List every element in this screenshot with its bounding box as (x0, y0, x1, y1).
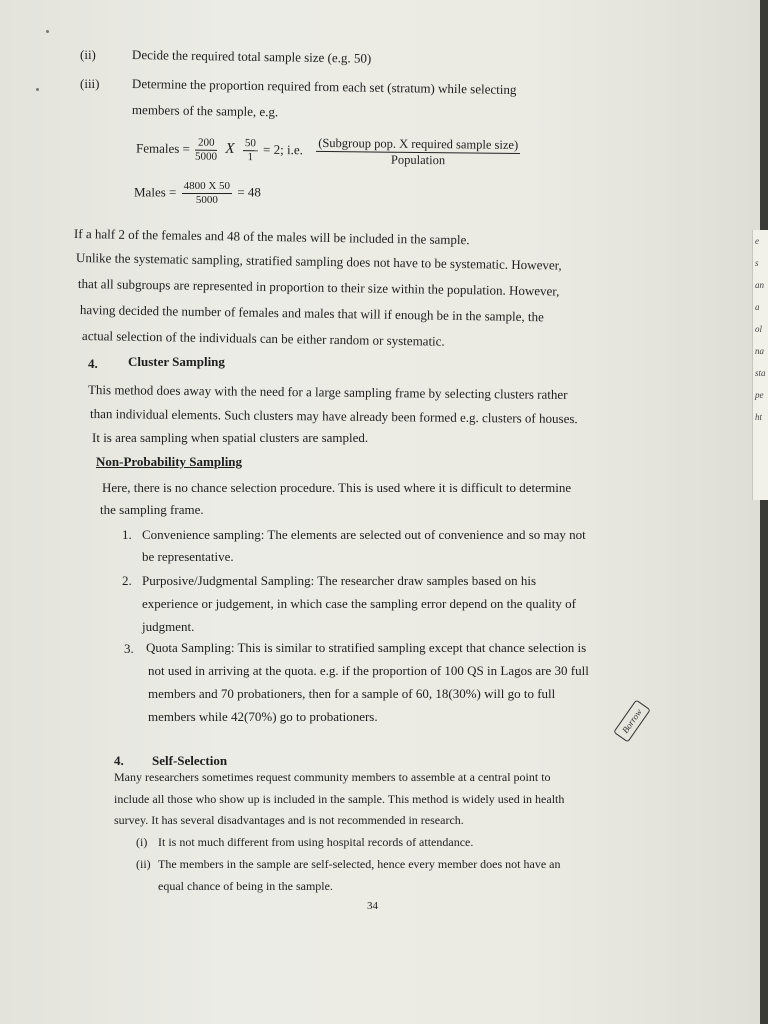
speck (46, 30, 49, 33)
list-item-text: members while 42(70%) go to probationers. (148, 709, 378, 724)
paragraph-line: the sampling frame. (100, 502, 204, 517)
list-marker: (ii) (80, 47, 96, 62)
list-item-text: equal chance of being in the sample. (158, 879, 333, 893)
fraction (182, 180, 232, 207)
list-marker: (i) (136, 835, 148, 849)
section-number: 4. (88, 356, 98, 371)
denominator: 1 (247, 151, 254, 164)
list-marker: 1. (122, 527, 132, 542)
paragraph-line: than individual elements. Such clusters may have already been formed e.g. clusters of houses. (89, 406, 578, 427)
formula-result: = 2; i.e. (263, 141, 303, 158)
paragraph-line: that all subgroups are represented in proportion to their size within the population. However, (77, 276, 560, 299)
paragraph-line: having decided the number of females and males that will if enough be in the sample, the (79, 302, 544, 325)
edge-fragment: sta (755, 368, 766, 378)
section-number: 4. (114, 753, 124, 768)
paragraph-line: If a half 2 of the females and 48 of the males will be included in the sample. (73, 226, 470, 248)
denominator: 5000 (195, 150, 218, 163)
edge-fragment: ht (755, 412, 763, 422)
list-marker: (iii) (80, 76, 100, 91)
denominator: 5000 (195, 194, 218, 206)
edge-fragment: e (755, 236, 759, 246)
list-marker: (ii) (136, 857, 151, 871)
list-item-text: judgment. (142, 619, 195, 634)
paragraph-line: It is area sampling when spatial clusters are sampled. (92, 430, 369, 445)
paragraph-line: include all those who show up is included in the sample. This method is widely used in health (114, 792, 565, 806)
edge-fragment: na (755, 346, 764, 356)
list-item-text: be representative. (142, 549, 234, 564)
edge-fragment: s (755, 258, 759, 268)
paragraph-line: Here, there is no chance selection procedure. This is used where it is difficult to determine (102, 480, 572, 495)
edge-fragment: ol (755, 324, 763, 334)
edge-fragment: an (755, 280, 764, 290)
list-item-text: Quota Sampling: This is similar to stratified sampling except that chance selection is (146, 640, 587, 655)
denominator: Population (390, 152, 446, 168)
formula-result: = 48 (237, 184, 261, 200)
section-heading: Cluster Sampling (128, 354, 225, 369)
adjacent-page-edge (752, 230, 768, 500)
fraction (243, 137, 258, 164)
fraction (195, 137, 217, 164)
list-item-text: not used in arriving at the quota. e.g. if the proportion of 100 QS in Lagos are 30 full (148, 663, 589, 678)
section-heading: Non-Probability Sampling (96, 454, 243, 469)
numerator: 4800 X 50 (183, 180, 231, 192)
list-item-text: Decide the required total sample size (e.g. 50) (131, 47, 372, 66)
list-marker: 2. (122, 573, 132, 588)
formula-label: Males = (134, 184, 177, 200)
list-item-text: members of the sample, e.g. (131, 102, 279, 120)
paragraph-line: This method does away with the need for a large sampling frame by selecting clusters rather (87, 382, 568, 403)
paragraph-line: Unlike the systematic sampling, stratified sampling does not have to be systematic. However, (75, 250, 562, 273)
edge-fragment: a (755, 302, 760, 312)
numerator: (Subgroup pop. X required sample size) (316, 136, 520, 154)
list-item-text: The members in the sample are self-selected, hence every member does not have an (158, 857, 561, 871)
females-formula (136, 134, 520, 169)
paragraph-line: survey. It has several disadvantages and is not recommended in research. (114, 813, 464, 827)
list-item-text: members and 70 probationers, then for a sample of 60, 18(30%) will go to full (148, 686, 556, 701)
list-item-text: Determine the proportion required from each set (stratum) while selecting (131, 76, 517, 98)
general-fraction (316, 136, 520, 169)
borrow-stamp: Borrow (613, 699, 651, 742)
multiply-sign: X (225, 141, 235, 158)
list-item-text: experience or judgement, in which case the sampling error depend on the quality of (142, 596, 576, 611)
numerator: 50 (243, 137, 258, 151)
list-item-text: Purposive/Judgmental Sampling: The researcher draw samples based on his (142, 573, 537, 588)
males-formula (134, 180, 261, 207)
list-item-text: Convenience sampling: The elements are selected out of convenience and so may not (142, 527, 586, 542)
list-item-text: It is not much different from using hospital records of attendance. (158, 835, 474, 849)
list-marker: 3. (124, 641, 134, 656)
paragraph-line: Many researchers sometimes request community members to assemble at a central point to (114, 770, 551, 784)
numerator: 200 (195, 137, 217, 151)
paragraph-line: actual selection of the individuals can be either random or systematic. (81, 328, 445, 349)
edge-fragment: pe (755, 390, 764, 400)
speck (36, 88, 39, 91)
page-number: 34 (367, 900, 378, 912)
section-heading: Self-Selection (152, 753, 228, 768)
formula-label: Females = (135, 140, 190, 157)
